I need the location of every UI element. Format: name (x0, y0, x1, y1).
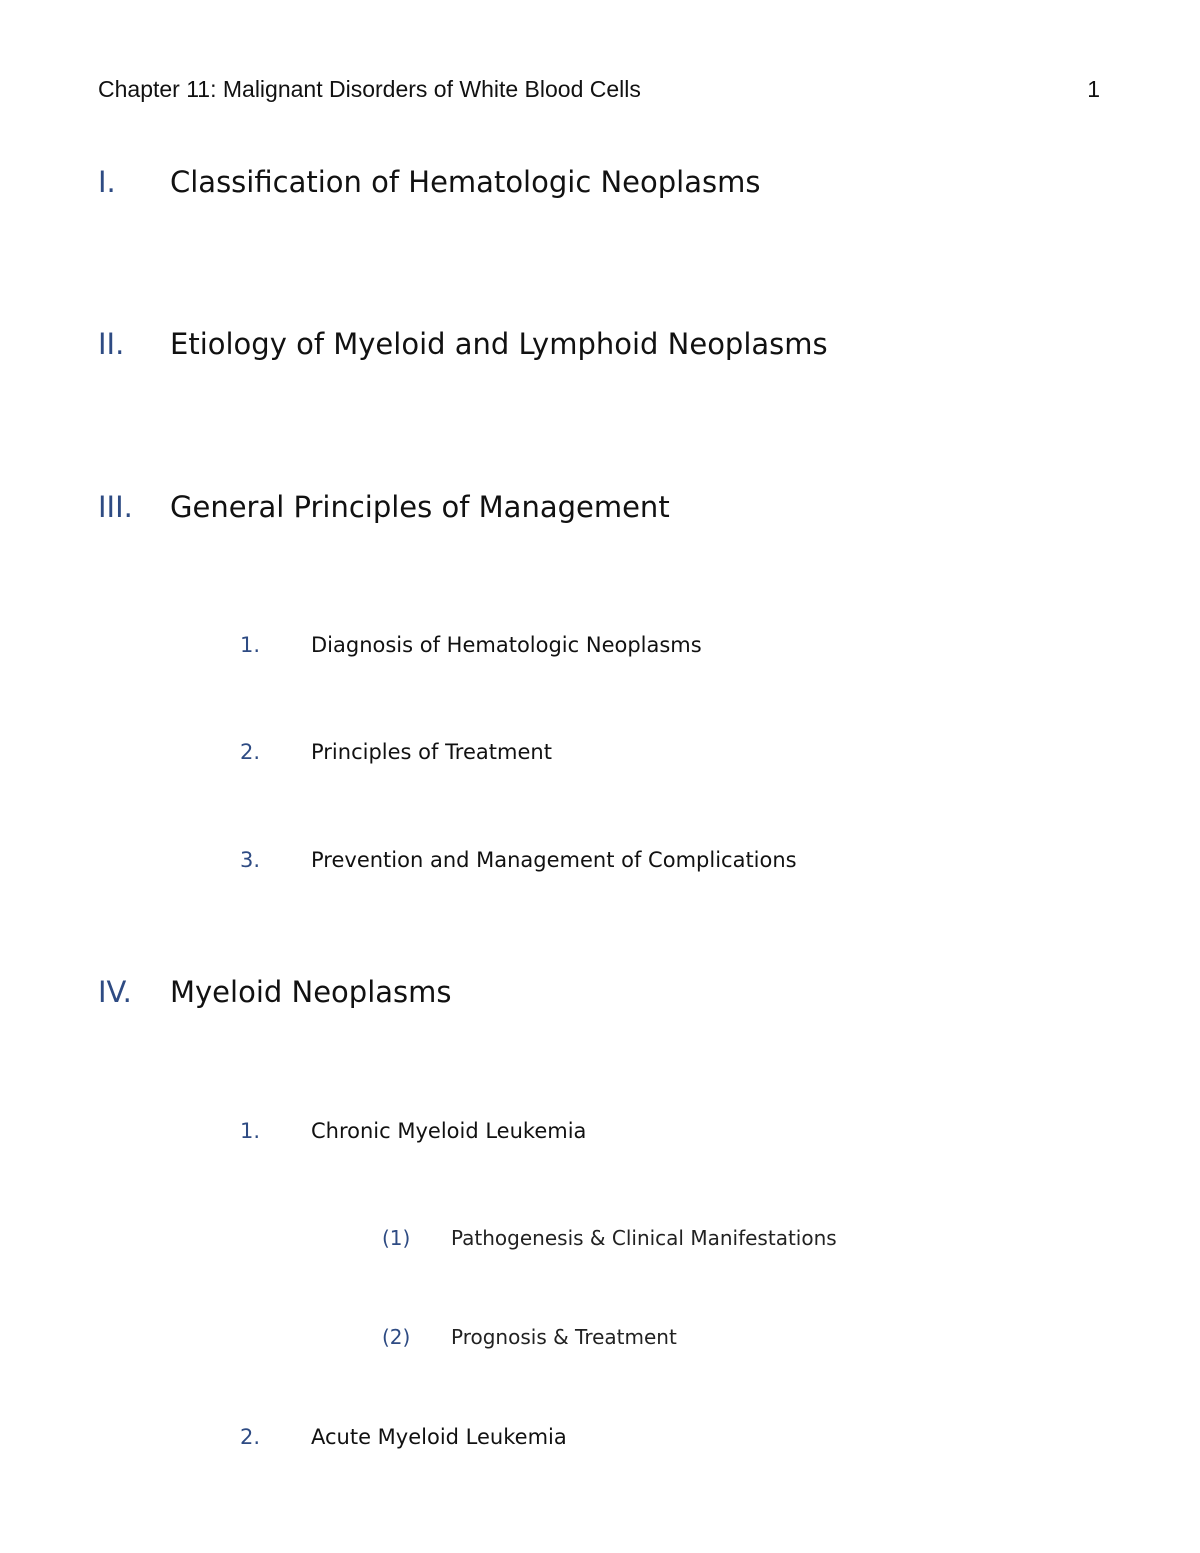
subsubitem-text: Pathogenesis & Clinical Manifestations (451, 1226, 837, 1250)
page-number: 1 (1087, 76, 1100, 102)
heading-marker: I. (98, 165, 116, 199)
subitem-text: Diagnosis of Hematologic Neoplasms (311, 633, 702, 657)
heading-marker: III. (98, 490, 133, 524)
subitem-marker: 3. (240, 848, 261, 872)
heading-text: Myeloid Neoplasms (170, 975, 452, 1009)
heading-text: Etiology of Myeloid and Lymphoid Neoplasms (170, 327, 828, 361)
subsubitem-text: Prognosis & Treatment (451, 1325, 677, 1349)
subitem-marker: 2. (240, 1425, 261, 1449)
subitem-text: Prevention and Management of Complications (311, 848, 797, 872)
subitem-marker: 1. (240, 633, 261, 657)
subitem-marker: 2. (240, 740, 261, 764)
subsubitem-marker: (2) (382, 1325, 411, 1349)
heading-text: Classification of Hematologic Neoplasms (170, 165, 761, 199)
subitem-text: Acute Myeloid Leukemia (311, 1425, 567, 1449)
heading-text: General Principles of Management (170, 490, 670, 524)
heading-marker: IV. (98, 975, 132, 1009)
subsubitem-marker: (1) (382, 1226, 411, 1250)
subitem-text: Principles of Treatment (311, 740, 552, 764)
document-title: Chapter 11: Malignant Disorders of White Blood Cells (98, 76, 641, 102)
subitem-text: Chronic Myeloid Leukemia (311, 1119, 587, 1143)
subitem-marker: 1. (240, 1119, 261, 1143)
heading-marker: II. (98, 327, 125, 361)
